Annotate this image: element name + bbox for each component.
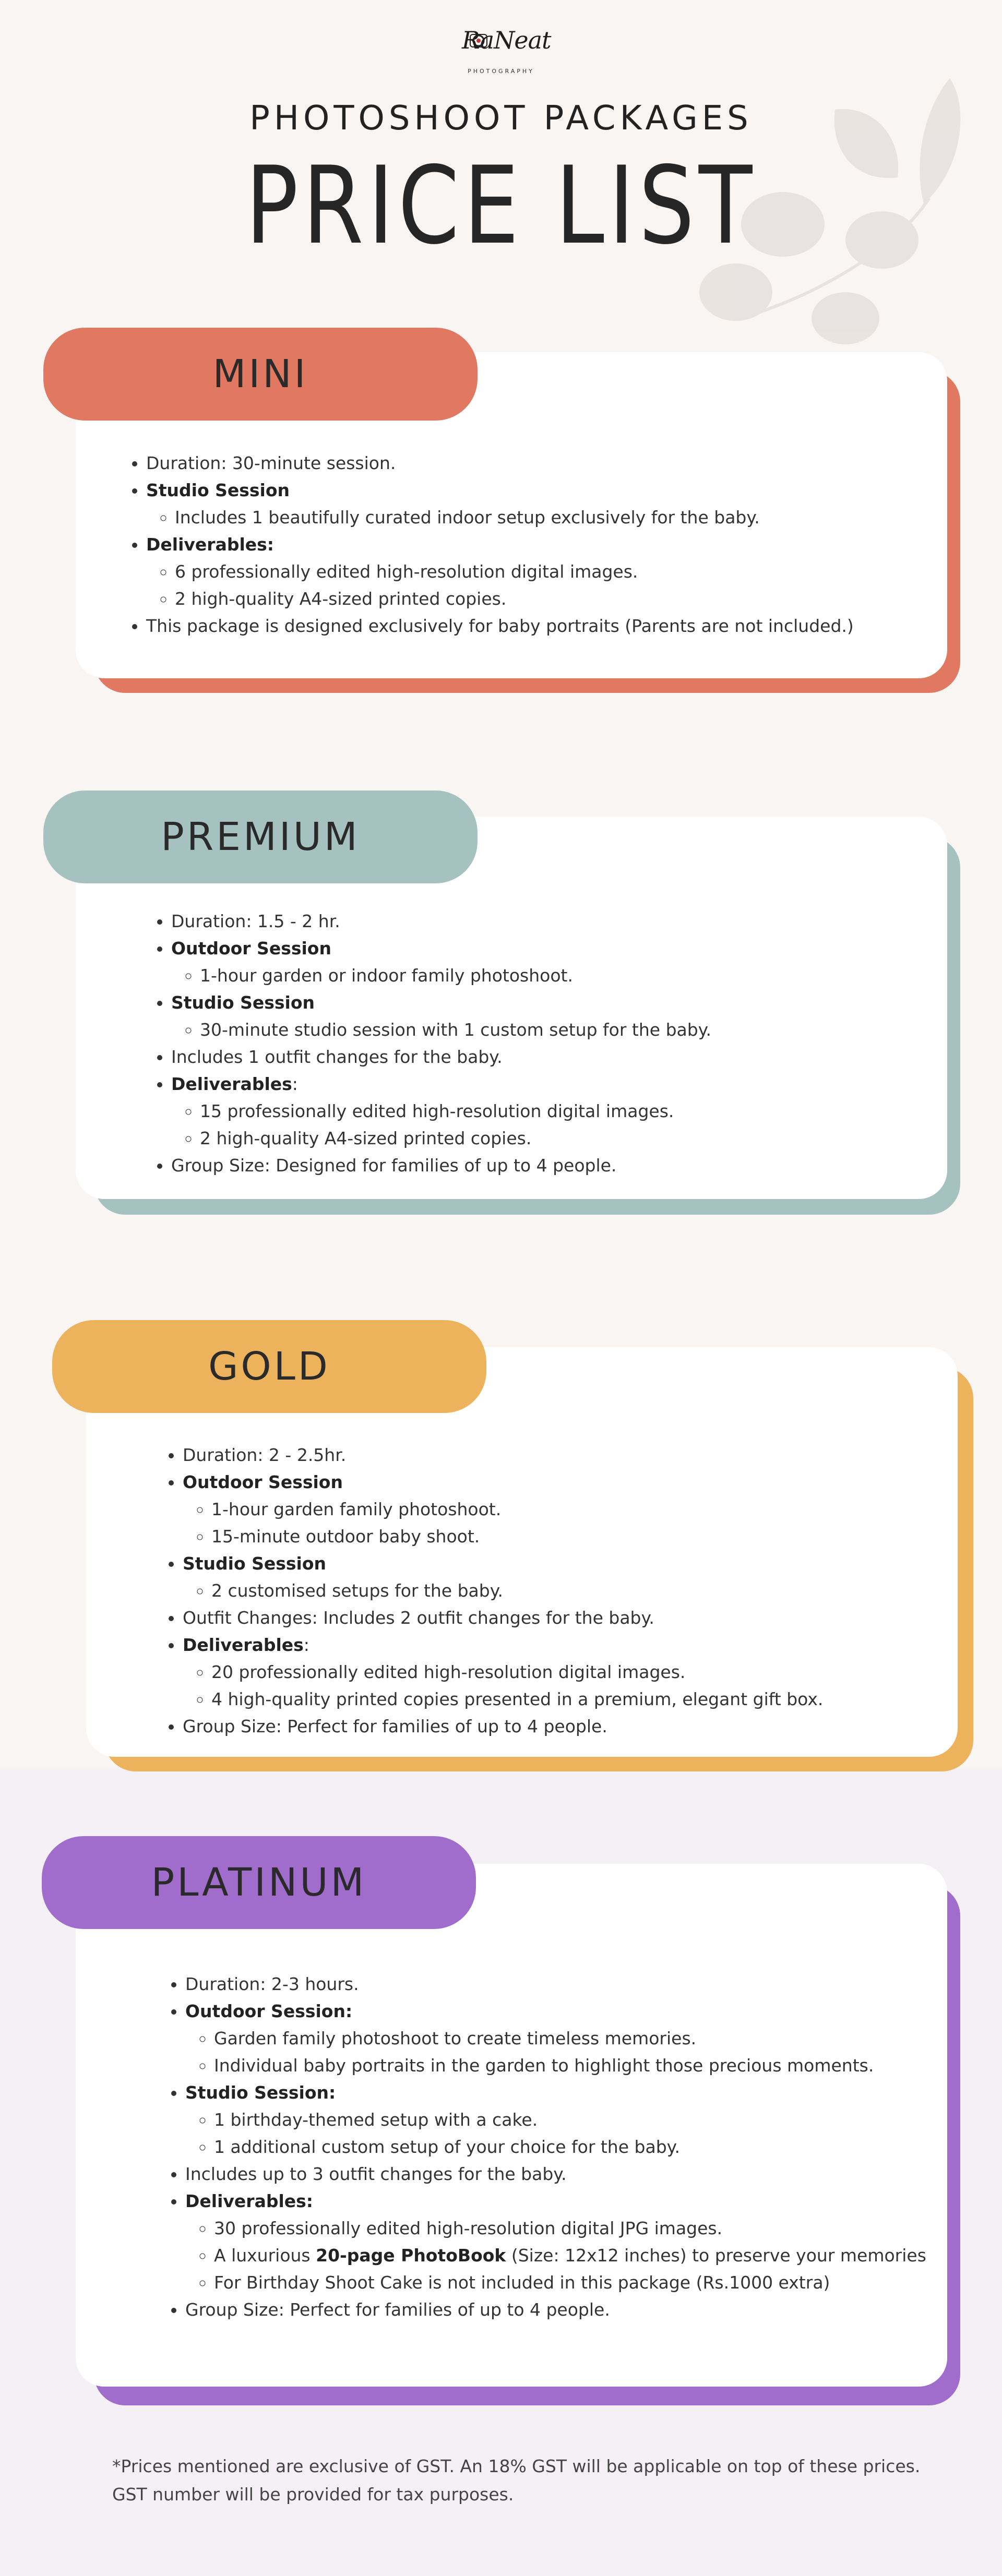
- feature-sublist: [211, 1496, 942, 1550]
- feature-subitem: ◦ 2 high-quality A4-sized printed copies.: [175, 585, 926, 613]
- feature-list: [162, 1971, 945, 2323]
- feature-heading: Deliverables: [183, 1635, 304, 1655]
- feature-item: [183, 1442, 942, 1469]
- feature-item: [171, 989, 931, 1044]
- feature-item: [146, 613, 926, 640]
- package-name-badge: MINI: [43, 328, 478, 421]
- feature-sublist: [214, 2215, 945, 2296]
- feature-heading: Studio Session:: [185, 2082, 336, 2103]
- brand-logo: [446, 21, 556, 83]
- feature-text: Duration: 30-minute session.: [146, 453, 396, 473]
- package-name-badge: PREMIUM: [43, 790, 478, 883]
- feature-subitem: ◦ 4 high-quality printed copies presented in a premium, elegant gift box.: [211, 1686, 942, 1713]
- feature-subitem: ◦ 15 professionally edited high-resolution digital images.: [200, 1098, 931, 1125]
- feature-item: [183, 1550, 942, 1604]
- feature-subitem: ◦ Includes 1 beautifully curated indoor setup exclusively for the baby.: [175, 504, 926, 531]
- feature-text: Duration: 2-3 hours.: [185, 1974, 359, 1994]
- logo-subtitle: PHOTOGRAPHY: [468, 68, 534, 75]
- feature-item: [171, 908, 931, 935]
- feature-text: Outfit Changes: Includes 2 outfit changes for the baby.: [183, 1608, 654, 1628]
- feature-text: Group Size: Perfect for families of up to 4 people.: [185, 2299, 610, 2320]
- feature-subitem: ◦ 20 professionally edited high-resolution digital images.: [211, 1659, 942, 1686]
- feature-heading: Studio Session: [171, 992, 315, 1013]
- feature-subitem: ◦ 6 professionally edited high-resolution digital images.: [175, 558, 926, 585]
- feature-item: [183, 1632, 942, 1713]
- feature-subitem-bold: 20-page PhotoBook: [316, 2245, 506, 2266]
- feature-subitem: ◦ Garden family photoshoot to create timeless memories.: [214, 2025, 945, 2052]
- feature-item: [185, 2161, 945, 2188]
- feature-item: [185, 1971, 945, 1998]
- feature-sublist: [214, 2025, 945, 2079]
- feature-item: [183, 1604, 942, 1632]
- feature-subitem: ◦ Individual baby portraits in the garden to highlight those precious moments.: [214, 2052, 945, 2079]
- feature-subitem: ◦ 1 additional custom setup of your choice for the baby.: [214, 2134, 945, 2161]
- feature-subitem: ◦ 15-minute outdoor baby shoot.: [211, 1523, 942, 1550]
- feature-item: [171, 935, 931, 989]
- feature-subitem-pre: A luxurious: [214, 2245, 316, 2266]
- feature-subitem: ◦ 30 professionally edited high-resolution digital JPG images.: [214, 2215, 945, 2242]
- feature-text: Group Size: Designed for families of up to 4 people.: [171, 1155, 617, 1176]
- feature-heading-suffix: :: [303, 1635, 309, 1655]
- gst-disclaimer: *Prices mentioned are exclusive of GST. An 18% GST will be applicable on top of these prices. GST number will be provided for tax purposes.: [112, 2456, 921, 2505]
- feature-item: [146, 477, 926, 531]
- feature-item: [185, 1998, 945, 2079]
- feature-sublist: [200, 1016, 931, 1044]
- page-title: PRICE LIST: [245, 144, 757, 268]
- feature-item: [185, 2079, 945, 2161]
- feature-item: [183, 1469, 942, 1550]
- feature-list: [123, 450, 926, 640]
- feature-sublist: [214, 2106, 945, 2161]
- feature-subitem: ◦ 2 customised setups for the baby.: [211, 1577, 942, 1604]
- feature-item: [146, 531, 926, 613]
- feature-subitem-post: (Size: 12x12 inches) to preserve your memories: [506, 2245, 926, 2266]
- feature-item: [171, 1044, 931, 1071]
- feature-text: Duration: 1.5 - 2 hr.: [171, 911, 340, 931]
- feature-item: [171, 1152, 931, 1179]
- feature-item: [183, 1713, 942, 1740]
- package-name-badge: GOLD: [52, 1320, 486, 1413]
- feature-text: Group Size: Perfect for families of up to 4 people.: [183, 1716, 607, 1736]
- feature-heading: Outdoor Session: [183, 1472, 343, 1492]
- feature-list: [148, 908, 931, 1179]
- feature-heading-suffix: :: [292, 1074, 298, 1094]
- feature-sublist: [200, 1098, 931, 1152]
- feature-heading: Deliverables:: [185, 2191, 313, 2211]
- feature-sublist: [211, 1659, 942, 1713]
- feature-text: Duration: 2 - 2.5hr.: [183, 1445, 347, 1465]
- feature-heading: Deliverables:: [146, 534, 274, 555]
- feature-item: [146, 450, 926, 477]
- feature-heading: Studio Session: [183, 1553, 327, 1574]
- feature-heading: Deliverables: [171, 1074, 292, 1094]
- feature-subitem: ◦ 2 high-quality A4-sized printed copies.: [200, 1125, 931, 1152]
- feature-subitem: ◦ For Birthday Shoot Cake is not included in this package (Rs.1000 extra): [214, 2269, 945, 2296]
- feature-heading: Outdoor Session:: [185, 2001, 353, 2021]
- logo-script-text: RaNeat: [462, 26, 551, 54]
- feature-item: [185, 2188, 945, 2296]
- feature-subitem: ◦ 1 birthday-themed setup with a cake.: [214, 2106, 945, 2134]
- feature-sublist: [211, 1577, 942, 1604]
- feature-subitem: ◦ 1-hour garden family photoshoot.: [211, 1496, 942, 1523]
- feature-heading: Outdoor Session: [171, 938, 331, 958]
- feature-sublist: [175, 504, 926, 531]
- feature-item: [171, 1071, 931, 1152]
- feature-text: This package is designed exclusively for baby portraits (Parents are not included.): [146, 616, 854, 636]
- feature-subitem: [214, 2242, 945, 2269]
- feature-sublist: [200, 962, 931, 989]
- feature-heading: Studio Session: [146, 480, 290, 500]
- feature-text: Includes up to 3 outfit changes for the baby.: [185, 2164, 567, 2184]
- feature-text: Includes 1 outfit changes for the baby.: [171, 1047, 503, 1067]
- package-name-badge: PLATINUM: [42, 1836, 476, 1929]
- feature-subitem: ◦ 30-minute studio session with 1 custom setup for the baby.: [200, 1016, 931, 1044]
- feature-list: [159, 1442, 942, 1740]
- feature-item: [185, 2296, 945, 2323]
- feature-sublist: [175, 558, 926, 613]
- feature-subitem: ◦ 1-hour garden or indoor family photoshoot.: [200, 962, 931, 989]
- page-subtitle: PHOTOSHOOT PACKAGES: [249, 99, 753, 138]
